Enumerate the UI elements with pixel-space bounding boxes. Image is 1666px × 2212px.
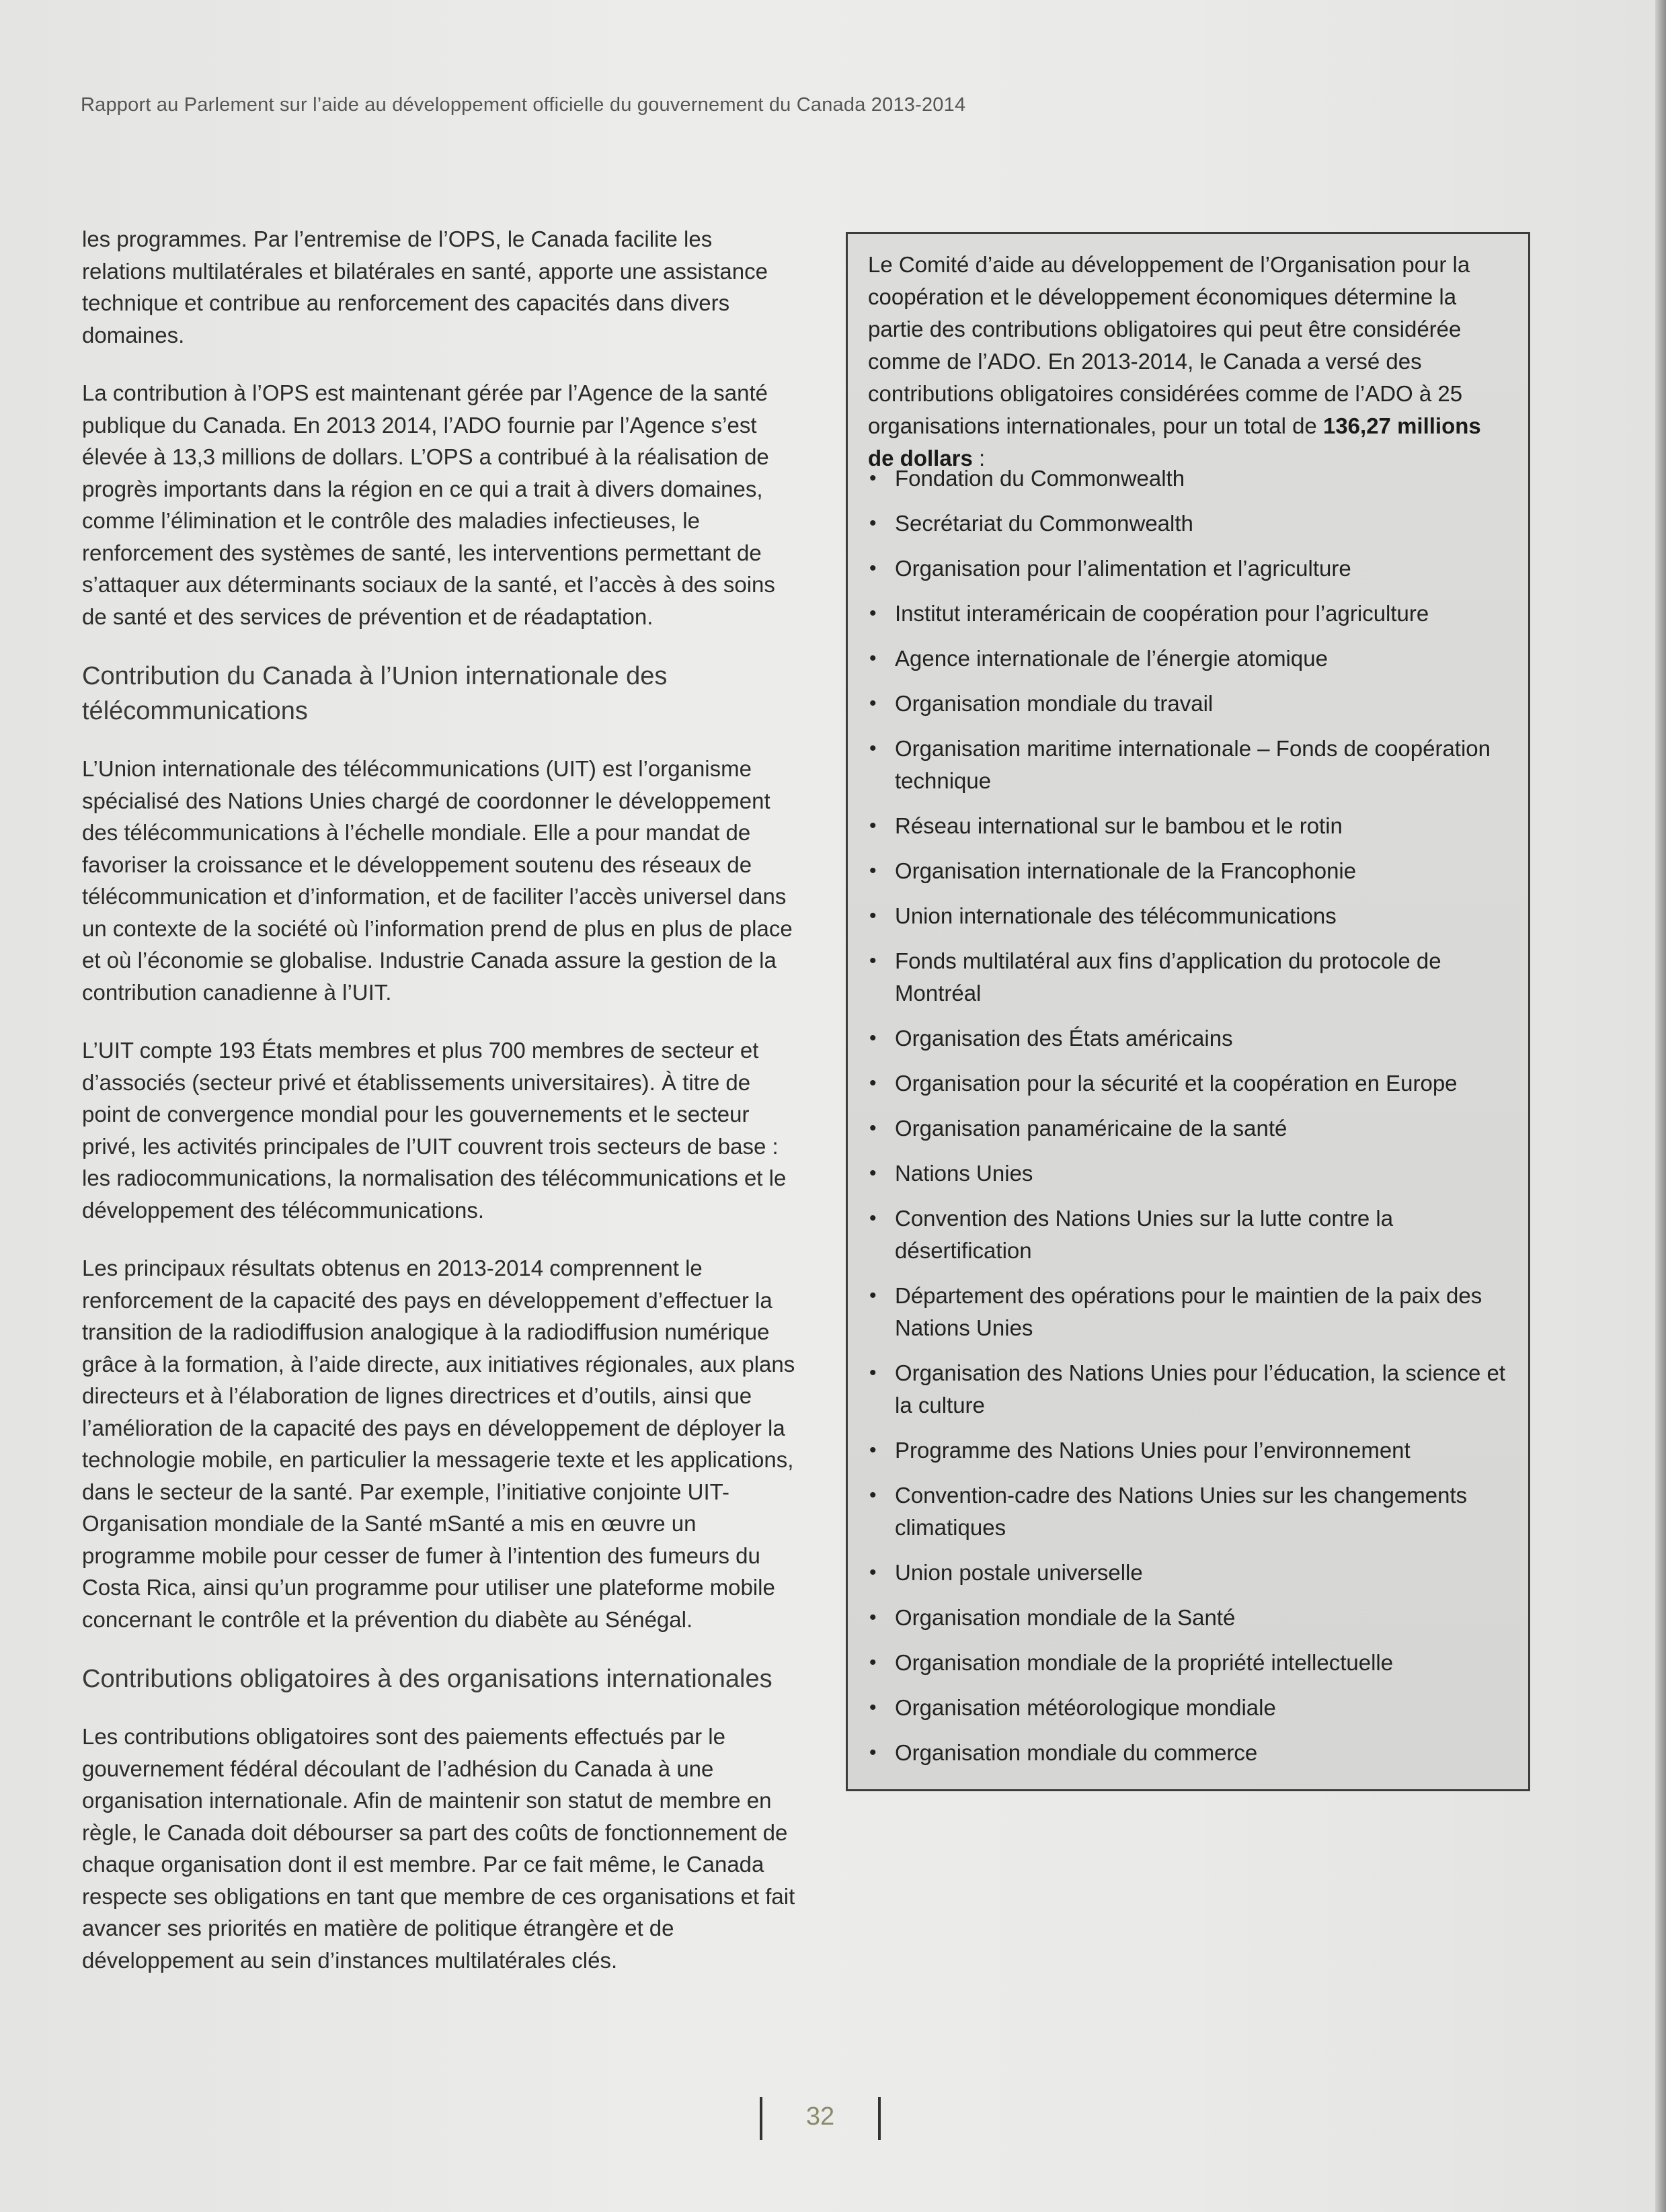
organization-name: Organisation pour l’alimentation et l’agriculture <box>895 556 1351 581</box>
organization-list-item <box>868 643 1507 675</box>
bullet-icon: • <box>869 647 877 669</box>
bullet-icon: • <box>869 1162 877 1184</box>
organization-name: Convention des Nations Unies sur la lutte contre la désertification <box>895 1206 1394 1263</box>
organization-name: Organisation des Nations Unies pour l’éducation, la science et la culture <box>895 1360 1506 1418</box>
organization-list-item <box>868 1557 1507 1589</box>
organization-name: Organisation internationale de la Francophonie <box>895 858 1357 883</box>
page-footer <box>760 2097 881 2144</box>
sidebar-total-amount: 136,27 millions de dollars <box>868 413 1481 470</box>
organization-name: Union internationale des télécommunications <box>895 903 1337 928</box>
organization-list-item <box>868 1692 1507 1724</box>
organization-name: Organisation mondiale de la propriété intellectuelle <box>895 1650 1394 1675</box>
paragraph-ops-contribution: La contribution à l’OPS est maintenant gérée par l’Agence de la santé publique du Canada. En 2013 2014, l’ADO fournie par l’Agence s’est élevée à 13,3 millions de dollars. L’OPS a contribué à la réalisation de progrès importants dans la région en ce qui a trait à divers domaines, comme l’élimination et le contrôle des maladies infectieuses, le renforcement des systèmes de santé, les interventions permettant de s’attaquer aux déterminants sociaux de la santé, et l’accès à des soins de santé et des services de prévention et de réadaptation. <box>82 380 775 629</box>
bullet-icon: • <box>869 1606 877 1629</box>
bullet-icon: • <box>869 602 877 624</box>
organization-list-item <box>868 1280 1507 1344</box>
bullet-icon: • <box>869 1207 877 1229</box>
organization-name: Organisation mondiale de la Santé <box>895 1605 1236 1630</box>
bullet-icon: • <box>869 1027 877 1049</box>
organization-name: Organisation maritime internationale – Fonds de coopération technique <box>895 736 1491 793</box>
bullet-icon: • <box>869 1696 877 1719</box>
bullet-icon: • <box>869 815 877 837</box>
bullet-icon: • <box>869 1284 877 1307</box>
bullet-icon: • <box>869 1484 877 1506</box>
bullet-icon: • <box>869 1742 877 1764</box>
organization-name: Institut interaméricain de coopération pour l’agriculture <box>895 601 1429 626</box>
organization-list-item <box>868 552 1507 585</box>
organization-name: Organisation pour la sécurité et la coopération en Europe <box>895 1071 1458 1096</box>
organization-list-item <box>868 1022 1507 1055</box>
organization-list-item <box>868 900 1507 932</box>
paragraph-ops-intro: les programmes. Par l’entremise de l’OPS, le Canada facilite les relations multilatérales et bilatérales en santé, apporte une assistance technique et contribue au renforcement des capacités dans divers domaines. <box>82 227 768 347</box>
paragraph-uit-results: Les principaux résultats obtenus en 2013-2014 comprennent le renforcement de la capacité des pays en développement d’effectuer la transition de la radiodiffusion analogique à la radiodiffusion numérique grâce à la formation, à l’aide directe, aux initiatives régionales, aux plans directeurs et à l’élaboration de lignes directrices et d’outils, ainsi que l’amélioration de la capacité des pays en développement de déployer la technologie mobile, en particulier la messagerie texte et les applications, dans le secteur de la santé. Par exemple, l’initiative conjointe UIT-Organisation mondiale de la Santé mSanté a mis en œuvre un programme mobile pour cesser de fumer à l’intention des fumeurs du Costa Rica, ainsi qu’un programme pour utiliser une plateforme mobile concernant le contrôle et la prévention du diabète au Sénégal. <box>82 1256 795 1632</box>
organization-name: Nations Unies <box>895 1161 1033 1186</box>
organization-name: Organisation météorologique mondiale <box>895 1695 1276 1720</box>
heading-mandatory-contributions: Contributions obligatoires à des organisations internationales <box>82 1665 772 1693</box>
page-number: 32 <box>805 2102 835 2131</box>
organization-list-item <box>868 1157 1507 1190</box>
organization-list-item <box>868 1112 1507 1145</box>
organization-name: Secrétariat du Commonwealth <box>895 511 1193 536</box>
sidebar-intro-colon: : <box>972 446 986 470</box>
paragraph-uit-members: L’UIT compte 193 États membres et plus 700 membres de secteur et d’associés (secteur privé et établissements universitaires). À titre de point de convergence mondial pour les gouvernements et le secteur privé, les activités principales de l’UIT couvrent trois secteurs de base : les radiocommunications, la normalisation des télécommunications et le développement des télécommunications. <box>82 1038 787 1223</box>
running-head: Rapport au Parlement sur l’aide au développement officielle du gouvernement du Canada 2013-2014 <box>81 94 966 116</box>
organization-name: Organisation mondiale du travail <box>895 691 1214 716</box>
organization-name: Organisation panaméricaine de la santé <box>895 1116 1287 1141</box>
bullet-icon: • <box>869 1117 877 1139</box>
bullet-icon: • <box>869 692 877 714</box>
bullet-icon: • <box>869 512 877 534</box>
organization-list-item <box>868 810 1507 842</box>
organization-name: Organisation des États américains <box>895 1026 1233 1051</box>
organization-name: Union postale universelle <box>895 1560 1143 1585</box>
organization-list-item <box>868 1067 1507 1100</box>
organization-list-item <box>868 688 1507 720</box>
bullet-icon: • <box>869 557 877 579</box>
organization-name: Département des opérations pour le maintien de la paix des Nations Unies <box>895 1283 1482 1340</box>
heading-uit: Contribution du Canada à l’Union internationale des télécommunications <box>82 662 668 725</box>
organization-name: Fonds multilatéral aux fins d’application du protocole de Montréal <box>895 948 1441 1006</box>
bullet-icon: • <box>869 1439 877 1461</box>
bullet-icon: • <box>869 1072 877 1094</box>
organization-list-item <box>868 598 1507 630</box>
organization-name: Convention-cadre des Nations Unies sur les changements climatiques <box>895 1483 1468 1540</box>
organization-list-item <box>868 1647 1507 1679</box>
bullet-icon: • <box>869 860 877 882</box>
paragraph-mandatory-contributions: Les contributions obligatoires sont des paiements effectués par le gouvernement fédéral découlant de l’adhésion du Canada à une organisation internationale. Afin de maintenir son statut de membre en règle, le Canada doit débourser sa part des coûts de fonctionnement de chaque organisation dont il est membre. Par ce fait même, le Canada respecte ses obligations en tant que membre de ces organisations et fait avancer ses priorités en matière de politique étrangère et de développement au sein d’instances multilatérales clés. <box>82 1724 795 1973</box>
organization-list-item <box>868 462 1507 495</box>
sidebar-box <box>846 232 1530 1791</box>
bullet-icon: • <box>869 737 877 760</box>
organization-name: Programme des Nations Unies pour l’environnement <box>895 1438 1411 1463</box>
organization-list-item <box>868 945 1507 1010</box>
page-binding-edge <box>1655 0 1666 2212</box>
main-text-column <box>82 223 801 2002</box>
organization-list-item <box>868 1434 1507 1467</box>
organization-list-item <box>868 507 1507 540</box>
footer-rule-right <box>878 2097 881 2140</box>
organization-name: Réseau international sur le bambou et le rotin <box>895 813 1343 838</box>
organization-list-item <box>868 1202 1507 1267</box>
bullet-icon: • <box>869 1362 877 1384</box>
organization-name: Fondation du Commonwealth <box>895 466 1185 491</box>
organization-list-item <box>868 1737 1507 1769</box>
bullet-icon: • <box>869 950 877 972</box>
organization-name: Organisation mondiale du commerce <box>895 1740 1258 1765</box>
organization-list-item <box>868 733 1507 797</box>
bullet-icon: • <box>869 1561 877 1584</box>
bullet-icon: • <box>869 905 877 927</box>
bullet-icon: • <box>869 1651 877 1674</box>
sidebar-intro <box>868 249 1510 475</box>
organization-list <box>868 462 1507 1782</box>
organization-list-item <box>868 855 1507 887</box>
paragraph-uit-definition: L’Union internationale des télécommunications (UIT) est l’organisme spécialisé des Nations Unies chargé de coordonner le développement des télécommunications à l’échelle mondiale. Elle a pour mandat de favoriser la croissance et le développement soutenu des réseaux de télécommunication et d’information, et de faciliter l’accès universel dans un contexte de la société où l’information prend de plus en plus de place et où l’économie se globalise. Industrie Canada assure la gestion de la contribution canadienne à l’UIT. <box>82 756 793 1005</box>
sidebar-intro-text: Le Comité d’aide au développement de l’Organisation pour la coopération et le développement économiques détermine la partie des contributions obligatoires qui peut être considérée comme de l’ADO. En 2013-2014, le Canada a versé des contributions obligatoires considérées comme de l’ADO à 25 organisations internationales, pour un total de <box>868 252 1470 438</box>
bullet-icon: • <box>869 467 877 489</box>
organization-list-item <box>868 1357 1507 1422</box>
organization-list-item <box>868 1602 1507 1634</box>
organization-list-item <box>868 1479 1507 1544</box>
organization-name: Agence internationale de l’énergie atomique <box>895 646 1328 671</box>
